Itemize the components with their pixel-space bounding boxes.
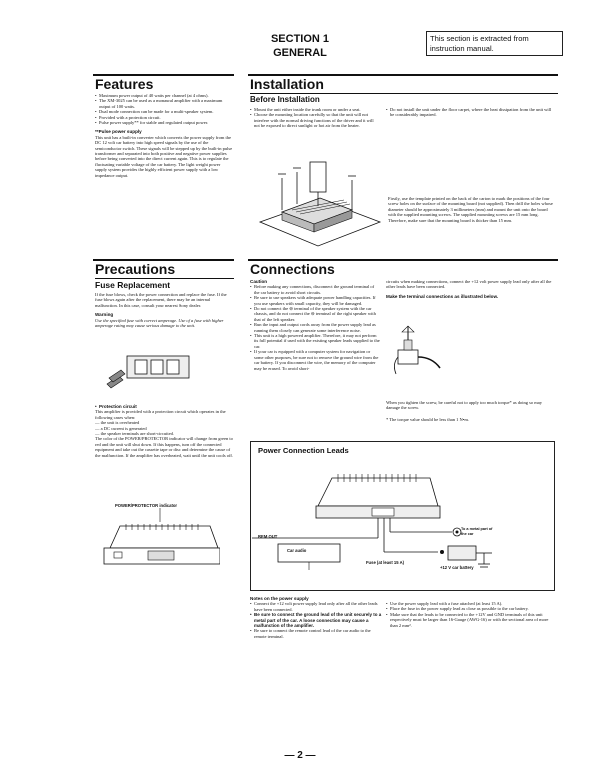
precautions-title: Precautions — [95, 261, 176, 277]
connections-title: Connections — [250, 261, 335, 277]
installation-item: • Choose the mounting location carefully so that the unit will not interfere with the normal driving functions of the driver and it will not be exposed to direct sunlight or hot air from the heater. — [250, 112, 380, 128]
caution-item: • If your car is equipped with a computer system for navigation or some other purposes, be sure not to remove the ground wire from the car battery. If you disconnect the wire, the memory of the computer may be erased. To avoid short- — [250, 349, 380, 371]
caution-item: • Run the input and output cords away from the power supply lead as running them closely can generate some interference noise. — [250, 322, 380, 333]
features-body — [95, 93, 233, 178]
protection-intro: This amplifier is provided with a protection circuit which operates in the following cases when: — [95, 409, 226, 420]
note-item: • Connect the +12 volt power supply lead only after all the other leads have been connected. — [250, 601, 382, 612]
battery-label: +12 V car battery — [440, 565, 474, 570]
mounting-text — [388, 196, 554, 223]
screw-body — [386, 400, 554, 422]
features-title: Features — [95, 76, 154, 92]
note-item: • Be sure to connect the ground lead of the unit securely to a metal part of the car. A loose connection may cause a malfunction of the amplifier. — [250, 612, 382, 628]
extract-note-line1: This section is extracted from — [430, 34, 529, 43]
features-item: • Maximum power output of 40 watts per channel (at 4 ohms). — [95, 93, 233, 98]
remout-label: REM OUT — [258, 534, 278, 539]
caution-item: • Before making any connections, disconnect the ground terminal of the car battery to avoid short circuits. — [250, 284, 380, 295]
fuse-text: If the fuse blows, check the power connection and replace the fuse. If the fuse blows again after the replacement, there may be an internal malfunction. In this case, consult your nearest Sony dealer. — [95, 292, 227, 308]
car-audio-label: Car audio — [287, 548, 307, 553]
page-number: — 2 — — [284, 750, 316, 761]
screw-text: When you tighten the screw, be careful not to apply too much torque* as doing so may damage the screw. — [386, 400, 543, 411]
section-title: GENERAL — [273, 47, 327, 59]
caution-list — [250, 284, 380, 371]
caution-body — [250, 279, 380, 371]
fuse-body — [95, 292, 233, 328]
extract-note-line2: instruction manual. — [430, 44, 494, 53]
fuse-title: Fuse Replacement — [95, 280, 171, 290]
caution-item: • Be sure to use speakers with adequate power handling capacities. If you use speakers with small capacity, they will be damaged. — [250, 295, 380, 306]
section-number: SECTION 1 — [270, 33, 330, 45]
power-leads-diagram — [252, 460, 552, 588]
power-leads-title: Power Connection Leads — [258, 446, 349, 455]
installation-item: • Mount the unit either inside the trunk room or under a seat. — [250, 107, 380, 112]
indicator-label: POWER/PROTECTOR indicator — [115, 503, 178, 508]
pulse-text: This unit has a built-in converter which converts the power supply from the DC 12 volt car battery into high speed signals by the use of the semiconductor switch. These signals will be stepped up by the built-in pulse transformer and separated into both positive and negative power supplies before being converted into the direct current again. This is to regulate the fluctuating variable voltage of the car battery. The light weight power supply system provides the highly efficient power supply with a low impedance output. — [95, 134, 233, 178]
features-item: • Dual mode connection can be made for a multi-speaker system. — [95, 109, 233, 114]
protection-text: The color of the POWER/PROTECTOR indicator will change from green to red and the unit will shut down. If this happens, turn off the connected equipment and take out the cassette tape or disc and determine the cause of the malfunction. If the amplifier has overheated, wait until the unit cools off. — [95, 436, 234, 458]
mounting-illustration — [252, 160, 382, 260]
notes-title: Notes on the power supply — [250, 596, 309, 601]
installation-title: Installation — [250, 76, 324, 92]
extract-note-box — [426, 31, 563, 56]
terminal-title: Make the terminal connections as illustrated below. — [386, 293, 499, 299]
pulse-title: **Pulse power supply — [95, 129, 142, 135]
installation-list-right — [386, 107, 554, 118]
notes-list-left — [250, 601, 382, 639]
protection-case: — a DC current is generated — [95, 425, 147, 431]
mounting-paragraph: Firstly, use the template printed on the back of the carton to mark the positions of the four screw holes on the surface of the mounting board (not supplied). Then drill the holes whose diameter should be approximately 3 millimeters (mm) and mount the unit onto the board with the supplied mounting screws. The supplied mounting screws are 15 mm long. Therefore, make sure that the mounting board is thicker than 15 mm. — [388, 196, 553, 223]
protection-body — [95, 404, 233, 458]
protection-title-list — [95, 404, 233, 409]
metal-label-line2: the car — [461, 532, 474, 536]
caution-item: • This unit is a high powered amplifier. Therefore, it may not perform its full potential if used with the existing speaker leads supplied to the car. — [250, 333, 380, 349]
notes-right — [386, 601, 554, 628]
protection-case: — the unit is overheated — [95, 420, 140, 426]
note-item: • Be sure to connect the remote control lead of the car audio to the remote terminal. — [250, 628, 382, 639]
terminal-illustration — [392, 324, 450, 380]
installation-item: • Do not install the unit under the floor carpet, where the heat dissipation from the unit will be considerably impaired. — [386, 107, 554, 118]
notes-left — [250, 596, 382, 639]
metal-label-line1: To a metal part of — [461, 527, 493, 531]
metal-label — [461, 527, 521, 537]
caution-title: Caution — [250, 279, 268, 284]
features-item: • The XM-3025 can be used as a monaural amplifier with a maximum output of 100 watts. — [95, 98, 233, 109]
notes-list-right — [386, 601, 554, 628]
installation-left-text — [250, 107, 380, 129]
amplifier-front-illustration — [100, 508, 220, 570]
installation-right-text — [386, 107, 554, 118]
features-list — [95, 93, 233, 125]
protection-case: — the speaker terminals are short-circuited. — [95, 431, 174, 437]
installation-subrule — [250, 93, 558, 94]
fuse-subrule — [95, 278, 234, 279]
caution-continued-text: circuits when making connections, connect the +12 volt power supply lead only after all the other leads have been connected. — [386, 279, 552, 290]
features-item: • Pulse power supply** for stable and regulated output power. — [95, 120, 233, 125]
fuse-illustration — [105, 350, 200, 392]
fuse-label: Fuse (at least 15 A) — [366, 560, 405, 565]
torque-note: * The torque value should be less than 1 N•m. — [386, 416, 469, 422]
warning-text: Use the specified fuse with correct amperage. Use of a fuse with higher amperage rating may cause serious damage to the unit. — [95, 317, 224, 329]
installation-subtitle: Before Installation — [250, 95, 320, 104]
installation-list-left — [250, 107, 380, 129]
protection-title: • Protection circuit — [95, 404, 233, 409]
features-item: • Provided with a protection circuit. — [95, 115, 233, 120]
warning-title: Warning — [95, 312, 114, 318]
caution-item: • Do not connect the ⊖ terminal of the speaker system with the car chassis, and do not connect the ⊖ terminal of the right speaker with that of the left speaker. — [250, 306, 380, 322]
caution-continued — [386, 279, 554, 299]
note-item: • Make sure that the leads to be connected to the +12V and GND terminals of this unit respectively must be larger than 16-Gauge (AWG-16) or with the sectional area of more than 2 mm². — [386, 612, 554, 628]
note-item: • Place the fuse in the power supply lead as close as possible to the car battery. — [386, 606, 554, 611]
note-item: • Use the power supply lead with a fuse attached (at least 15 A). — [386, 601, 554, 606]
